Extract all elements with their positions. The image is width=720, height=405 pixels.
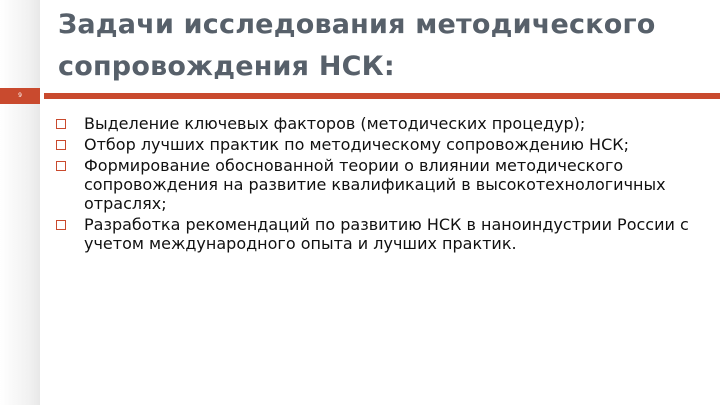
bullet-list bbox=[52, 114, 702, 255]
slide-number: 9 bbox=[18, 92, 22, 99]
checkbox-icon bbox=[56, 140, 66, 150]
list-item bbox=[52, 156, 702, 213]
bullet-text: Отбор лучших практик по методическому сопровождению НСК; bbox=[84, 135, 629, 154]
divider-line bbox=[44, 93, 720, 99]
left-rail bbox=[0, 0, 40, 405]
checkbox-icon bbox=[56, 161, 66, 171]
list-item bbox=[52, 114, 702, 133]
checkbox-icon bbox=[56, 220, 66, 230]
bullet-text: Разработка рекомендаций по развитию НСК в наноиндустрии России с учетом международного опыта и лучших практик. bbox=[84, 215, 689, 253]
list-item bbox=[52, 215, 702, 253]
bullet-text: Формирование обоснованной теории о влиянии методического сопровождения на развитие квалификаций в высокотехнологичных отраслях; bbox=[84, 156, 666, 213]
bullet-text: Выделение ключевых факторов (методических процедур); bbox=[84, 114, 586, 133]
checkbox-icon bbox=[56, 119, 66, 129]
list-item bbox=[52, 135, 702, 154]
slide-title: Задачи исследования методического сопровождения НСК: bbox=[58, 9, 656, 82]
title-divider bbox=[0, 88, 720, 104]
